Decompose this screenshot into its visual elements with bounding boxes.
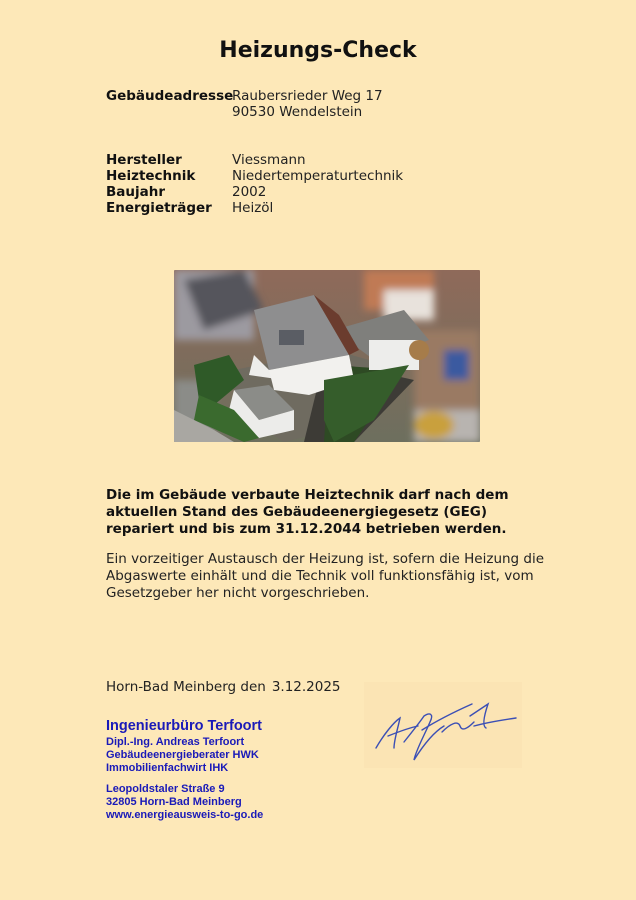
detail-value: Heizöl (232, 200, 274, 216)
firm-person: Dipl.-Ing. Andreas Terfoort (106, 736, 245, 748)
firm-website-link[interactable]: www.energieausweis-to-go.de (106, 809, 264, 821)
firm-street: Leopoldstaler Straße 9 (106, 783, 225, 795)
detail-label: Heiztechnik (106, 168, 196, 184)
detail-label: Hersteller (106, 152, 182, 168)
statement-bold: Die im Gebäude verbaute Heiztechnik darf nach dem aktuellen Stand des Gebäudeenergiegesetz (GEG) repariert und bis zum 31.12.2044 betrieben werden. (106, 487, 509, 537)
firm-credentials (106, 736, 259, 775)
address-line2: 90530 Wendelstein (232, 104, 363, 120)
address-block (106, 88, 383, 120)
date-text: 3.12.2025 (271, 679, 341, 695)
signature-image (364, 682, 522, 768)
firm-name: Ingenieurbüro Terfoort (106, 718, 263, 734)
page-title: Heizungs-Check (219, 38, 417, 63)
detail-row-manufacturer (106, 152, 403, 168)
detail-row-fuel (106, 200, 403, 216)
signature-area (364, 682, 522, 768)
detail-value: Niedertemperaturtechnik (232, 168, 404, 184)
address-line1: Raubersrieder Weg 17 (232, 88, 383, 104)
place-date-line (106, 679, 341, 695)
address-label: Gebäudeadresse (106, 88, 234, 104)
place-text: Horn-Bad Meinberg den (106, 679, 266, 695)
detail-row-year (106, 184, 403, 200)
detail-row-technology (106, 168, 403, 184)
detail-label: Baujahr (106, 184, 166, 200)
detail-value: 2002 (232, 184, 267, 200)
detail-label: Energieträger (106, 200, 212, 216)
heating-details (106, 152, 403, 216)
firm-title-1: Gebäudeenergieberater HWK (106, 749, 259, 761)
statement-text: Ein vorzeitiger Austausch der Heizung ist, sofern die Heizung die Abgaswerte einhält und die Technik voll funktionsfähig ist, vom Gesetzgeber her nicht vorgeschrieben. (106, 551, 545, 601)
firm-title-2: Immobilienfachwirt IHK (106, 762, 229, 774)
firm-contact (106, 783, 263, 822)
detail-value: Viessmann (232, 152, 306, 168)
firm-city: 32805 Horn-Bad Meinberg (106, 796, 242, 808)
house-aerial-photo (174, 270, 480, 442)
